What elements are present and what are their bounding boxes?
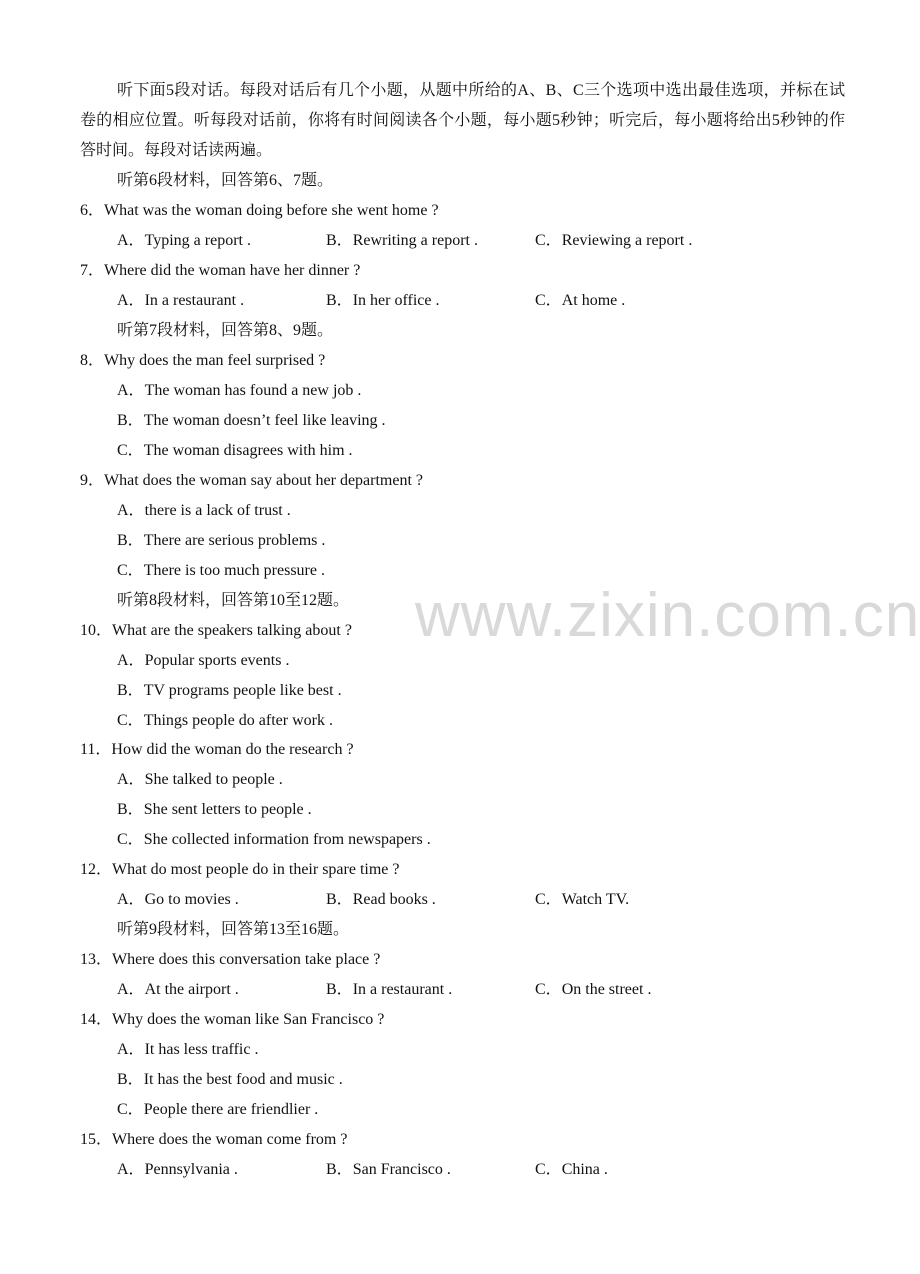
option-label: C． — [117, 1101, 144, 1118]
option-10-a[interactable] — [117, 646, 289, 676]
option-text: She collected information from newspapers . — [143, 831, 431, 848]
option-label: C． — [535, 1161, 562, 1178]
option-text: The woman disagrees with him . — [143, 442, 353, 459]
question-13 — [80, 945, 380, 975]
watermark: www.zixin.com.cn — [415, 581, 920, 650]
option-text: It has less traffic . — [144, 1041, 259, 1058]
question-15 — [80, 1125, 347, 1155]
option-10-b[interactable] — [117, 676, 342, 706]
section-heading-6: 听第6段材料，回答第6、7题。 — [117, 172, 334, 189]
option-8-a[interactable] — [117, 376, 361, 406]
option-15-a[interactable] — [117, 1155, 238, 1185]
option-text: There is too much pressure . — [143, 562, 325, 579]
option-label: C． — [117, 712, 144, 729]
option-label: C． — [535, 891, 562, 908]
option-11-c[interactable] — [117, 825, 431, 855]
question-9 — [80, 466, 423, 496]
option-text: At home . — [561, 292, 626, 309]
question-14 — [80, 1005, 384, 1035]
option-6-b[interactable] — [326, 226, 478, 256]
option-text: In a restaurant . — [352, 981, 453, 998]
option-label: C． — [117, 562, 144, 579]
question-text: What was the woman doing before she went home ? — [104, 202, 439, 219]
question-number: 15． — [80, 1131, 113, 1148]
option-12-c[interactable] — [535, 885, 629, 915]
question-number: 13． — [80, 951, 113, 968]
option-text: China . — [561, 1161, 608, 1178]
option-text: Pennsylvania . — [144, 1161, 238, 1178]
question-number: 12． — [80, 861, 113, 878]
question-text: Where did the woman have her dinner ? — [104, 262, 361, 279]
question-number: 6． — [80, 202, 105, 219]
option-text: Rewriting a report . — [352, 232, 478, 249]
option-label: A． — [117, 652, 145, 669]
option-text: Typing a report . — [144, 232, 251, 249]
option-12-a[interactable] — [117, 885, 239, 915]
option-15-b[interactable] — [326, 1155, 451, 1185]
option-label: B． — [117, 532, 144, 549]
option-label: B． — [117, 801, 144, 818]
option-label: A． — [117, 502, 145, 519]
section-heading-8: 听第8段材料，回答第10至12题。 — [117, 592, 350, 609]
question-text: Why does the man feel surprised ? — [104, 352, 326, 369]
question-text: What are the speakers talking about ? — [112, 622, 352, 639]
option-label: B． — [326, 232, 353, 249]
option-label: A． — [117, 292, 145, 309]
question-text: How did the woman do the research ? — [111, 741, 354, 758]
option-14-a[interactable] — [117, 1035, 258, 1065]
question-number: 14． — [80, 1011, 113, 1028]
question-text: Where does this conversation take place ? — [112, 951, 381, 968]
option-text: TV programs people like best . — [143, 682, 342, 699]
option-11-a[interactable] — [117, 765, 283, 795]
option-text: The woman has found a new job . — [144, 382, 362, 399]
option-text: Read books . — [352, 891, 436, 908]
option-label: B． — [326, 1161, 353, 1178]
question-number: 9． — [80, 472, 105, 489]
option-label: B． — [117, 412, 144, 429]
option-13-b[interactable] — [326, 975, 452, 1005]
option-7-a[interactable] — [117, 286, 244, 316]
question-number: 7． — [80, 262, 105, 279]
question-number: 10． — [80, 622, 113, 639]
option-text: People there are friendlier . — [143, 1101, 319, 1118]
option-13-a[interactable] — [117, 975, 239, 1005]
option-7-b[interactable] — [326, 286, 439, 316]
option-text: At the airport . — [144, 981, 239, 998]
option-text: On the street . — [561, 981, 652, 998]
option-label: C． — [535, 292, 562, 309]
option-label: B． — [326, 292, 353, 309]
option-text: It has the best food and music . — [143, 1071, 343, 1088]
option-label: B． — [326, 891, 353, 908]
question-text: What do most people do in their spare time ? — [112, 861, 400, 878]
option-label: A． — [117, 1041, 145, 1058]
option-label: B． — [117, 1071, 144, 1088]
option-label: C． — [117, 831, 144, 848]
option-text: Popular sports events . — [144, 652, 290, 669]
question-12 — [80, 855, 400, 885]
option-15-c[interactable] — [535, 1155, 608, 1185]
option-label: A． — [117, 1161, 145, 1178]
option-text: Reviewing a report . — [561, 232, 693, 249]
question-text: Where does the woman come from ? — [112, 1131, 348, 1148]
option-text: The woman doesn’t feel like leaving . — [143, 412, 386, 429]
option-label: A． — [117, 771, 145, 788]
option-13-c[interactable] — [535, 975, 651, 1005]
option-label: B． — [117, 682, 144, 699]
option-8-b[interactable] — [117, 406, 386, 436]
option-6-c[interactable] — [535, 226, 692, 256]
option-text: San Francisco . — [352, 1161, 451, 1178]
question-10 — [80, 616, 352, 646]
option-label: A． — [117, 382, 145, 399]
question-number: 11． — [80, 741, 112, 758]
section-heading-9: 听第9段材料，回答第13至16题。 — [117, 921, 350, 938]
option-text: Things people do after work . — [143, 712, 333, 729]
option-label: C． — [117, 442, 144, 459]
option-text: In her office . — [352, 292, 440, 309]
option-9-a[interactable] — [117, 496, 291, 526]
option-7-c[interactable] — [535, 286, 625, 316]
question-number: 8． — [80, 352, 105, 369]
option-label: A． — [117, 891, 145, 908]
option-text: there is a lack of trust . — [144, 502, 291, 519]
option-text: There are serious problems . — [143, 532, 326, 549]
option-8-c[interactable] — [117, 436, 353, 466]
question-6 — [80, 196, 439, 226]
option-11-b[interactable] — [117, 795, 312, 825]
question-8 — [80, 346, 325, 376]
question-7 — [80, 256, 360, 286]
option-9-c[interactable] — [117, 556, 325, 586]
option-text: She talked to people . — [144, 771, 283, 788]
option-14-c[interactable] — [117, 1095, 318, 1125]
option-10-c[interactable] — [117, 706, 333, 736]
option-text: Watch TV. — [561, 891, 630, 908]
option-14-b[interactable] — [117, 1065, 343, 1095]
option-label: C． — [535, 232, 562, 249]
question-text: What does the woman say about her department ? — [104, 472, 424, 489]
option-label: A． — [117, 981, 145, 998]
option-label: B． — [326, 981, 353, 998]
option-12-b[interactable] — [326, 885, 436, 915]
option-label: C． — [535, 981, 562, 998]
option-text: Go to movies . — [144, 891, 239, 908]
question-11 — [80, 735, 354, 765]
option-9-b[interactable] — [117, 526, 325, 556]
option-text: In a restaurant . — [144, 292, 245, 309]
question-text: Why does the woman like San Francisco ? — [112, 1011, 385, 1028]
instructions-paragraph: 听下面5段对话。每段对话后有几个小题，从题中所给的A、B、C三个选项中选出最佳选项，并标在试卷的相应位置。听每段对话前，你将有时间阅读各个小题，每小题5秒钟；听完后，每小题将给出5秒钟的作答时间。每段对话读两遍。 — [80, 82, 845, 159]
option-text: She sent letters to people . — [143, 801, 312, 818]
option-label: A． — [117, 232, 145, 249]
section-heading-7: 听第7段材料，回答第8、9题。 — [117, 322, 334, 339]
option-6-a[interactable] — [117, 226, 251, 256]
